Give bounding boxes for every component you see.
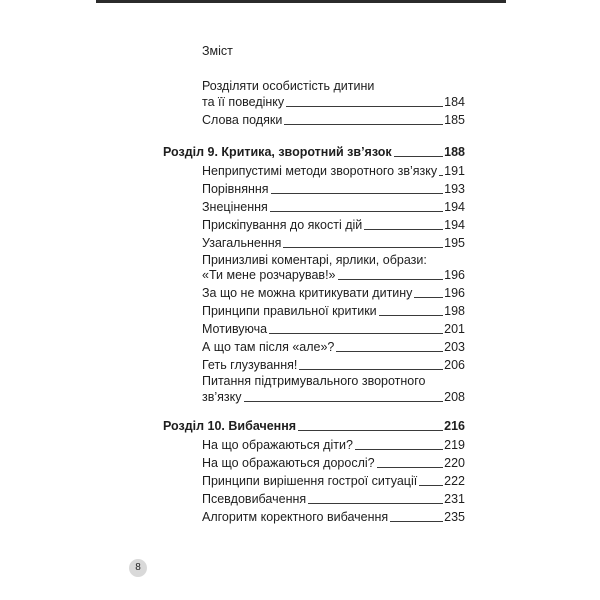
toc-entry-title: А що там після «але»? bbox=[202, 340, 335, 354]
toc-section bbox=[163, 144, 465, 160]
toc-page-number: 194 bbox=[444, 218, 465, 232]
toc-page-number: 191 bbox=[444, 164, 465, 178]
toc-page-number: 235 bbox=[444, 510, 465, 524]
toc-entry bbox=[202, 235, 465, 251]
toc-entry-title: «Ти мене розчарував!» bbox=[202, 268, 336, 282]
toc-entry bbox=[202, 285, 465, 301]
toc-entry-title: За що не можна критикувати дитину bbox=[202, 286, 413, 300]
toc-entry-title: На що ображаються діти? bbox=[202, 438, 353, 452]
toc-entry-title: Принципи правильної критики bbox=[202, 304, 377, 318]
toc-page-number: 196 bbox=[444, 286, 465, 300]
toc-entry-title: та її поведінку bbox=[202, 95, 285, 109]
toc-entry-title: зв’язку bbox=[202, 390, 242, 404]
dot-leader bbox=[419, 485, 443, 486]
page-header: Зміст bbox=[202, 44, 233, 58]
dot-leader bbox=[439, 175, 443, 176]
dot-leader bbox=[271, 193, 444, 194]
toc-page-number: 185 bbox=[444, 113, 465, 127]
toc-page-number: 222 bbox=[444, 474, 465, 488]
toc-entry-title: Узагальнення bbox=[202, 236, 282, 250]
toc-page-number: 231 bbox=[444, 492, 465, 506]
dot-leader bbox=[336, 351, 443, 352]
toc-entry-title: Принципи вирішення гострої ситуації bbox=[202, 474, 418, 488]
toc-entry bbox=[202, 473, 465, 489]
toc-page-number: 198 bbox=[444, 304, 465, 318]
toc-entry-title: Алгоритм коректного вибачення bbox=[202, 510, 389, 524]
toc-entry bbox=[202, 217, 465, 233]
dot-leader bbox=[244, 401, 444, 402]
toc-entry-title: Слова подяки bbox=[202, 113, 283, 127]
dot-leader bbox=[379, 315, 443, 316]
toc-entry bbox=[202, 339, 465, 355]
toc-entry-line: Питання підтримувального зворотного bbox=[202, 374, 426, 388]
toc-page-number: 208 bbox=[444, 390, 465, 404]
toc-entry bbox=[202, 455, 465, 471]
toc-page-number: 184 bbox=[444, 95, 465, 109]
toc-entry bbox=[202, 94, 465, 110]
dot-leader bbox=[284, 124, 443, 125]
dot-leader bbox=[414, 297, 443, 298]
toc-entry bbox=[202, 491, 465, 507]
toc-entry bbox=[202, 267, 465, 283]
toc-page-number: 203 bbox=[444, 340, 465, 354]
toc-entry bbox=[202, 509, 465, 525]
dot-leader bbox=[299, 369, 443, 370]
dot-leader bbox=[364, 229, 443, 230]
dot-leader bbox=[355, 449, 443, 450]
toc-page-number: 194 bbox=[444, 200, 465, 214]
toc-page-number: 195 bbox=[444, 236, 465, 250]
toc-page-number: 206 bbox=[444, 358, 465, 372]
toc-entry bbox=[202, 389, 465, 405]
dot-leader bbox=[286, 106, 443, 107]
toc-entry-title: На що ображаються дорослі? bbox=[202, 456, 375, 470]
toc-entry bbox=[202, 199, 465, 215]
toc-page-number: 216 bbox=[444, 419, 465, 433]
toc-page-number: 196 bbox=[444, 268, 465, 282]
toc-page-number: 188 bbox=[444, 145, 465, 159]
toc-entry-title: Прискіпування до якості дій bbox=[202, 218, 363, 232]
toc-section-title: Розділ 9. Критика, зворотний зв’язок bbox=[163, 145, 392, 159]
toc-entry-title: Псевдовибачення bbox=[202, 492, 307, 506]
page-number-badge: 8 bbox=[129, 559, 147, 577]
toc-entry-title: Неприпустимі методи зворотного зв’язку bbox=[202, 164, 438, 178]
toc-entry bbox=[202, 163, 465, 179]
dot-leader bbox=[338, 279, 444, 280]
toc-entry bbox=[202, 321, 465, 337]
toc-entry bbox=[202, 437, 465, 453]
toc-section bbox=[163, 418, 465, 434]
toc-entry-title: Мотивуюча bbox=[202, 322, 268, 336]
top-border bbox=[96, 0, 506, 3]
toc-page-number: 201 bbox=[444, 322, 465, 336]
toc-entry bbox=[202, 357, 465, 373]
toc-entry bbox=[202, 303, 465, 319]
dot-leader bbox=[269, 333, 443, 334]
dot-leader bbox=[283, 247, 443, 248]
dot-leader bbox=[298, 430, 443, 431]
dot-leader bbox=[308, 503, 443, 504]
dot-leader bbox=[377, 467, 444, 468]
toc-page-number: 193 bbox=[444, 182, 465, 196]
toc-entry bbox=[202, 181, 465, 197]
dot-leader bbox=[270, 211, 443, 212]
dot-leader bbox=[390, 521, 443, 522]
dot-leader bbox=[394, 156, 444, 157]
toc-section-title: Розділ 10. Вибачення bbox=[163, 419, 297, 433]
toc-page-number: 220 bbox=[444, 456, 465, 470]
toc-entry-title: Геть глузування! bbox=[202, 358, 298, 372]
toc-entry-title: Знецінення bbox=[202, 200, 268, 214]
toc-entry-line: Принизливі коментарі, ярлики, образи: bbox=[202, 253, 427, 267]
toc-entry-title: Порівняння bbox=[202, 182, 269, 196]
toc-entry bbox=[202, 112, 465, 128]
toc-page-number: 219 bbox=[444, 438, 465, 452]
toc-entry-line: Розділяти особистість дитини bbox=[202, 79, 375, 93]
